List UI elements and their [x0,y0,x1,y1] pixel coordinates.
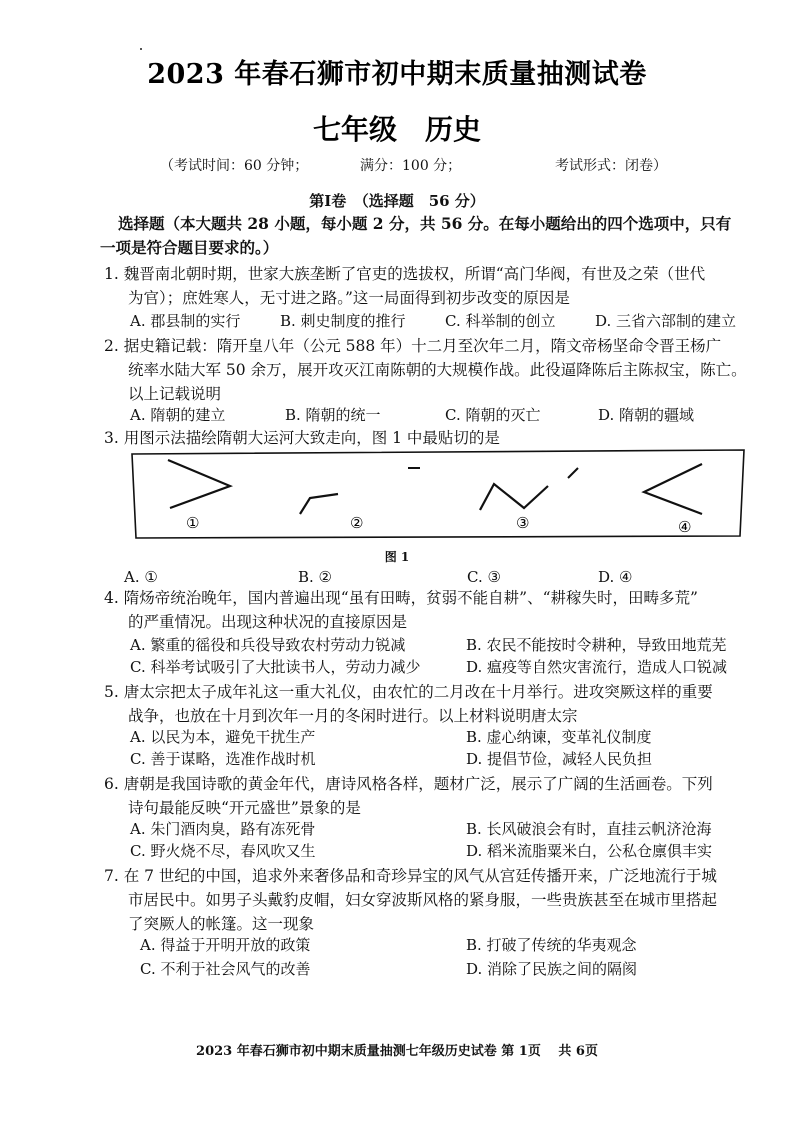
exam-time: （考试时间：60 分钟； [160,158,309,174]
q6-option-d[interactable]: D. 稻米流脂粟米白，公私仓廪俱丰实 [466,842,713,860]
question-1-line2: 为官）；庶姓寒人，无寸进之路。”这一局面得到初步改变的原因是 [128,289,570,307]
q6-option-b[interactable]: B. 长风破浪会有时，直挂云帆济沧海 [466,820,712,838]
q1-option-a[interactable]: A. 郡县制的实行 [130,312,241,330]
route-3 [480,484,548,510]
section-title: 第Ⅰ卷 （选择题 56 分） [309,192,485,210]
q2-option-b[interactable]: B. 隋朝的统一 [285,406,381,424]
q3-option-d[interactable]: D. ④ [598,568,633,586]
q3-option-b[interactable]: B. ② [298,568,333,586]
question-4-line2: 的严重情况。出现这种状况的直接原因是 [128,613,408,631]
figure-label-2: ② [350,514,364,532]
figure-label-3: ③ [516,514,530,532]
route-4 [644,464,702,514]
figure-label-1: ① [186,514,200,532]
q3-option-a[interactable]: A. ① [124,568,158,586]
q7-option-d[interactable]: D. 消除了民族之间的隔阂 [466,960,638,978]
question-5-line2: 战争，也放在十月到次年一月的冬闲时进行。以上材料说明唐太宗 [128,707,578,725]
q3-option-c[interactable]: C. ③ [467,568,501,586]
question-7-line1: 7. 在 7 世纪的中国，追求外来奢侈品和奇珍异宝的风气从宫廷传播开来，广泛地流行于城 [104,867,717,885]
q7-option-b[interactable]: B. 打破了传统的华夷观念 [466,936,637,954]
question-2-line3: 以上记载说明 [128,385,222,403]
question-6-line2: 诗句最能反映“开元盛世”景象的是 [128,799,361,817]
route-2 [300,494,338,514]
q1-option-c[interactable]: C. 科举制的创立 [445,312,556,330]
exam-mode: 考试形式：闭卷） [555,158,667,174]
q6-option-a[interactable]: A. 朱门酒肉臭，路有冻死骨 [130,820,316,838]
q2-option-d[interactable]: D. 隋朝的疆域 [598,406,695,424]
question-2-line2: 统率水陆大军 50 余万，展开攻灭江南陈朝的大规模作战。此役逼降陈后主陈叔宝，陈亡。 [128,361,747,379]
q4-option-c[interactable]: C. 科举考试吸引了大批读书人，劳动力减少 [130,658,421,676]
q7-option-a[interactable]: A. 得益于开明开放的政策 [140,936,311,954]
exam-subtitle: 七年级 历史 [312,113,481,146]
question-6-line1: 6. 唐朝是我国诗歌的黄金年代，唐诗风格各样，题材广泛，展示了广阔的生活画卷。下列 [104,775,713,793]
question-5-line1: 5. 唐太宗把太子成年礼这一重大礼仪，由农忙的二月改在十月举行。进攻突厥这样的重要 [104,683,713,701]
q6-option-c[interactable]: C. 野火烧不尽，春风吹又生 [130,842,316,860]
exam-title: 2023 年春石狮市初中期末质量抽测试卷 [147,59,647,90]
route-1 [168,460,230,508]
page-footer: 2023 年春石狮市初中期末质量抽测七年级历史试卷 第 1页 共 6页 [196,1044,598,1059]
figure-caption: 图 1 [384,550,410,564]
q4-option-b[interactable]: B. 农民不能按时令耕种，导致田地荒芜 [466,636,727,654]
question-7-line3: 了突厥人的帐篷。这一现象 [128,915,315,933]
section-intro-line1: 选择题（本大题共 28 小题，每小题 2 分，共 56 分。在每小题给出的四个选项中，只有 [118,214,732,233]
q2-option-c[interactable]: C. 隋朝的灭亡 [445,406,541,424]
scan-speck [140,48,142,50]
q5-option-a[interactable]: A. 以民为本，避免干扰生产 [130,728,316,746]
q5-option-b[interactable]: B. 虚心纳谏，变革礼仪制度 [466,728,652,746]
exam-score: 满分：100 分； [360,158,462,174]
q2-option-a[interactable]: A. 隋朝的建立 [130,406,226,424]
q4-option-d[interactable]: D. 瘟疫等自然灾害流行，造成人口锐减 [466,658,728,676]
grand-canal-figure [128,448,748,540]
question-7-line2: 市居民中。如男子头戴豹皮帽，妇女穿波斯风格的紧身服，一些贵族甚至在城市里搭起 [128,891,718,909]
question-4-line1: 4. 隋炀帝统治晚年，国内普遍出现“虽有田畴，贫弱不能自耕”、“耕稼失时，田畴多荒” [104,589,698,607]
q7-option-c[interactable]: C. 不利于社会风气的改善 [140,960,311,978]
q5-option-d[interactable]: D. 提倡节俭，减轻人民负担 [466,750,653,768]
question-3-line1: 3. 用图示法描绘隋朝大运河大致走向，图 1 中最贴切的是 [104,429,500,447]
q4-option-a[interactable]: A. 繁重的徭役和兵役导致农村劳动力锐减 [130,636,406,654]
q1-option-b[interactable]: B. 刺史制度的推行 [280,312,406,330]
route-3-tip [568,468,578,478]
question-1-line1: 1. 魏晋南北朝时期，世家大族垄断了官吏的选拔权，所谓“高门华阀，有世及之荣（世代 [104,265,706,283]
figure-label-4: ④ [678,518,692,536]
question-2-line1: 2. 据史籍记载：隋开皇八年（公元 588 年）十二月至次年二月，隋文帝杨坚命令晋王杨广 [104,337,722,355]
q1-option-d[interactable]: D. 三省六部制的建立 [595,312,737,330]
q5-option-c[interactable]: C. 善于谋略，选准作战时机 [130,750,316,768]
section-intro-line2: 一项是符合题目要求的。） [100,238,279,257]
